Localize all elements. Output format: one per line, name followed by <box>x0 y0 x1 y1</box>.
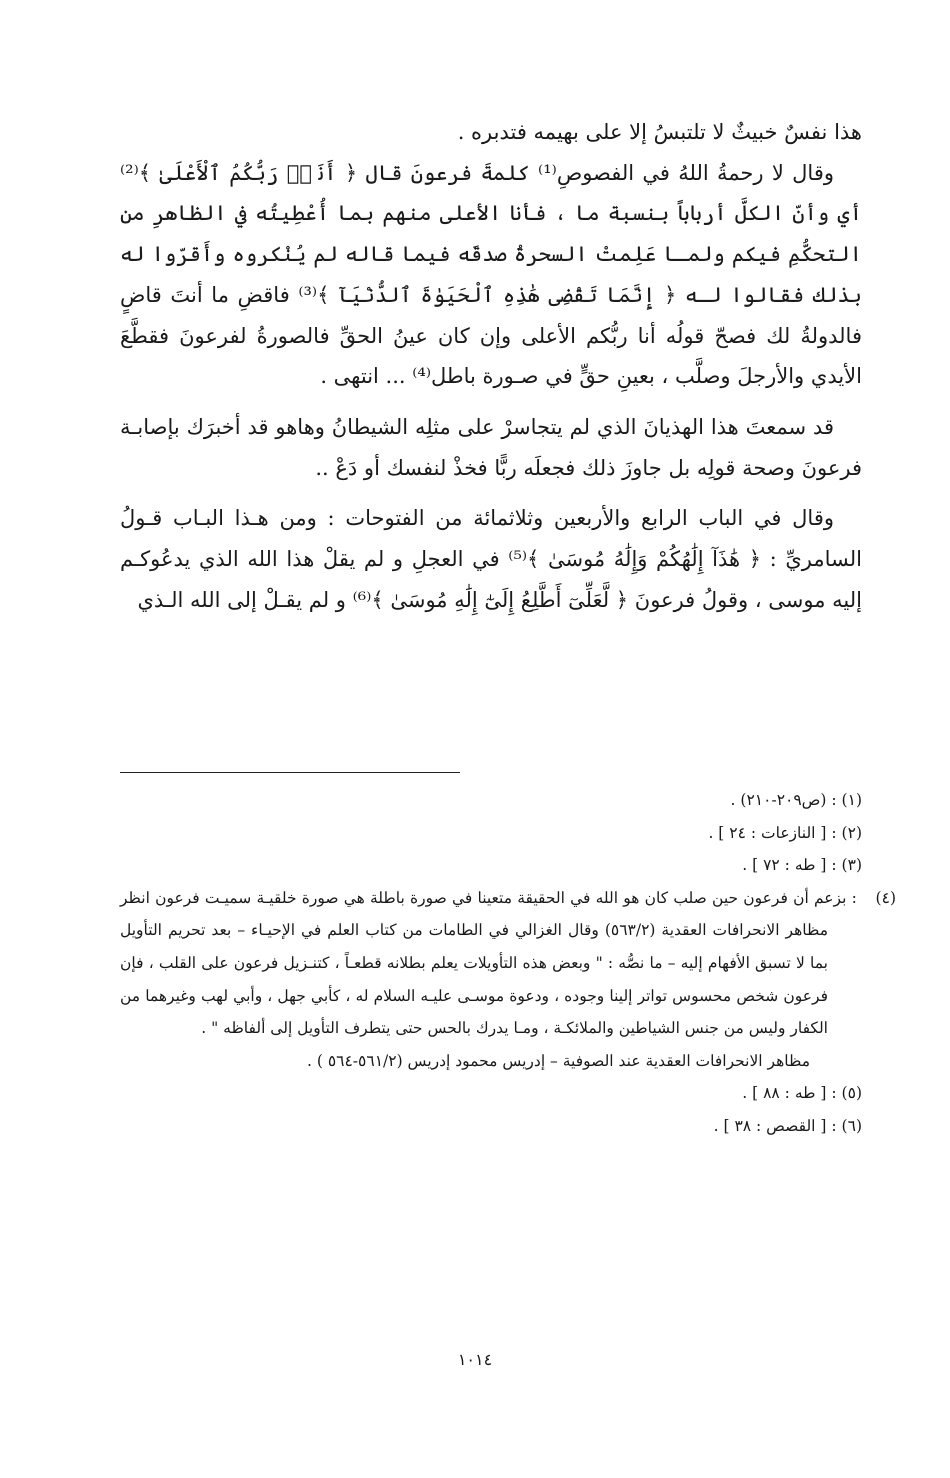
page-number: ١٠١٤ <box>457 1350 493 1369</box>
footnote-2 <box>120 817 862 850</box>
footnote-number: (٥) <box>841 1084 862 1103</box>
footnote-text: : [ طه : ٨٨ ] . <box>742 1084 837 1103</box>
footnote-separator <box>120 772 460 773</box>
footnotes <box>120 784 896 1143</box>
footnote-1 <box>120 784 862 817</box>
footnote-6 <box>120 1110 862 1143</box>
footnote-text: : (ص٢٠٩-٢١٠) . <box>730 791 837 809</box>
footnote-number: (٦) <box>841 1116 862 1135</box>
footnote-text: : [ القصص : ٣٨ ] . <box>713 1116 837 1135</box>
footnote-3 <box>120 849 862 882</box>
paragraph-3: قد سمعتَ هذا الهذيانَ الذي لم يتجاسرْ على مثلِه الشيطانُ وهاهو قد أخبرَك بإصابـة فرعونَ وصحة قولِه بل جاوزَ ذلك فجعلَه ربًّا فخذْ لنفسك أو دَعْ .. <box>120 414 862 480</box>
paragraph-4: وقال في الباب الرابع والأربعين وثلاثمائة من الفتوحات : ومن هـذا البـاب قـولُ السامريِّ : ﴿ هَٰذَآ إِلَٰهُكُمْ وَإِلَٰهُ مُوسَىٰ ﴾⁽⁵⁾ في العجلِ و لم يقلْ هذا الله الذي يدعُوكـم إليه موسى ، وقولُ فرعونَ ﴿ لَّعَلِّىٓ أَطَّلِعُ إِلَىٰٓ إِلَٰهِ مُوسَىٰ ﴾⁽⁶⁾ و لم يقـلْ إلى الله الـذي <box>120 506 862 612</box>
paragraph-1: هذا نفسٌ خبيثٌ لا تلتبسُ إلا على بهيمه فتدبره . <box>457 120 862 144</box>
footnote-4-reference <box>120 1045 862 1078</box>
footnote-5 <box>120 1077 862 1110</box>
footnote-text: : بزعم أن فرعون حين صلب كان هو الله في الحقيقة متعينا في صورة باطلة هي صورة خلقيـة سميـت فرعون انظر مظاهر الانحرافات العقدية (٥٦٣/٢) وقال الغزالي في الطامات من كتاب العلم في الإحيـاء – بعد تحريم التأويل بما لا تسبق الأفهام إليه – ما نصُّه : " وبعض هذه التأويلات يعلم بطلانه قطعـاً ، كتنـزيل فرعون على القلب ، فإن فرعون شخص محسوس تواتر إلينا وجوده ، ودعوة موسـى عليـه السلام له ، كأبي جهل ، وأبي لهب وغيرهما من الكفار وليس من جنس الشياطين والملائكـة ، ومـا يدرك بالحس حتى يتطرف التأويل إلى ألفاظه " . <box>120 888 857 1038</box>
footnote-text: مظاهر الانحرافات العقدية عند الصوفية – إدريس محمود إدريس (٥٦١/٢-٥٦٤ ) . <box>306 1051 810 1070</box>
footnote-number: (٣) <box>841 856 862 875</box>
footnote-number: (٢) <box>841 823 862 842</box>
main-text <box>120 112 862 620</box>
footnote-4: (٤) : بزعم أن فرعون حين صلب كان هو الله في الحقيقة متعينا في صورة باطلة هي صورة خلقيـة سميـت فرعون انظر مظاهر الانحرافات العقدية (٥٦٣/٢) وقال الغزالي في الطامات من كتاب العلم في الإحيـاء – بعد تحريم التأويل بما لا تسبق الأفهام إليه – ما نصُّه : " وبعض هذه التأويلات يعلم بطلانه قطعـاً ، كتنـزيل فرعون على القلب ، فإن فرعون شخص محسوس تواتر إلينا وجوده ، ودعوة موسـى عليـه السلام له ، كأبي جهل ، وأبي لهب وغيرهما من الكفار وليس من جنس الشياطين والملائكـة ، ومـا يدرك بالحس حتى يتطرف التأويل إلى ألفاظه " . <box>120 888 896 1038</box>
footnote-text: : [ طه : ٧٢ ] . <box>742 856 837 875</box>
footnote-number: (١) <box>841 791 862 809</box>
footnote-text: : [ النازعات : ٢٤ ] . <box>708 823 837 842</box>
paragraph-2: وقال لا رحمةُ اللهُ في الفصوصِ⁽¹⁾ كلمةَ فرعونَ قال ﴿ أَنَا۠ رَبُّكُمُ ٱلْأَعْلَىٰ ﴾⁽²⁾ أي وأنّ الكلَّ أرباباً بنسبة ما ، فأنا الأعلى منهم بما أُعْطِيتُه في الظاهرِ من التحكُّمِ فيكم ولمـا عَلِمتْ السحرةُ صدقَه فيما قاله لم يُنْكروه وأَقرّوا له بذلك فقالوا لـه ﴿ إِنَّمَا تَقْضِى هَٰذِهِ ٱلْحَيَوٰةَ ٱلدُّنْيَآ ﴾⁽³⁾ فاقضِ ما أنتَ قاضٍ فالدولةُ لك فصحّ قولُه أنا ربُّكم الأعلى وإن كان عينُ الحقِّ فالصورةُ لفرعونَ فقطَّعَ الأيدي والأرجلَ وصلَّب ، بعينِ حقٍّ في صـورة باطل⁽⁴⁾ ... انتهى . <box>120 160 862 389</box>
